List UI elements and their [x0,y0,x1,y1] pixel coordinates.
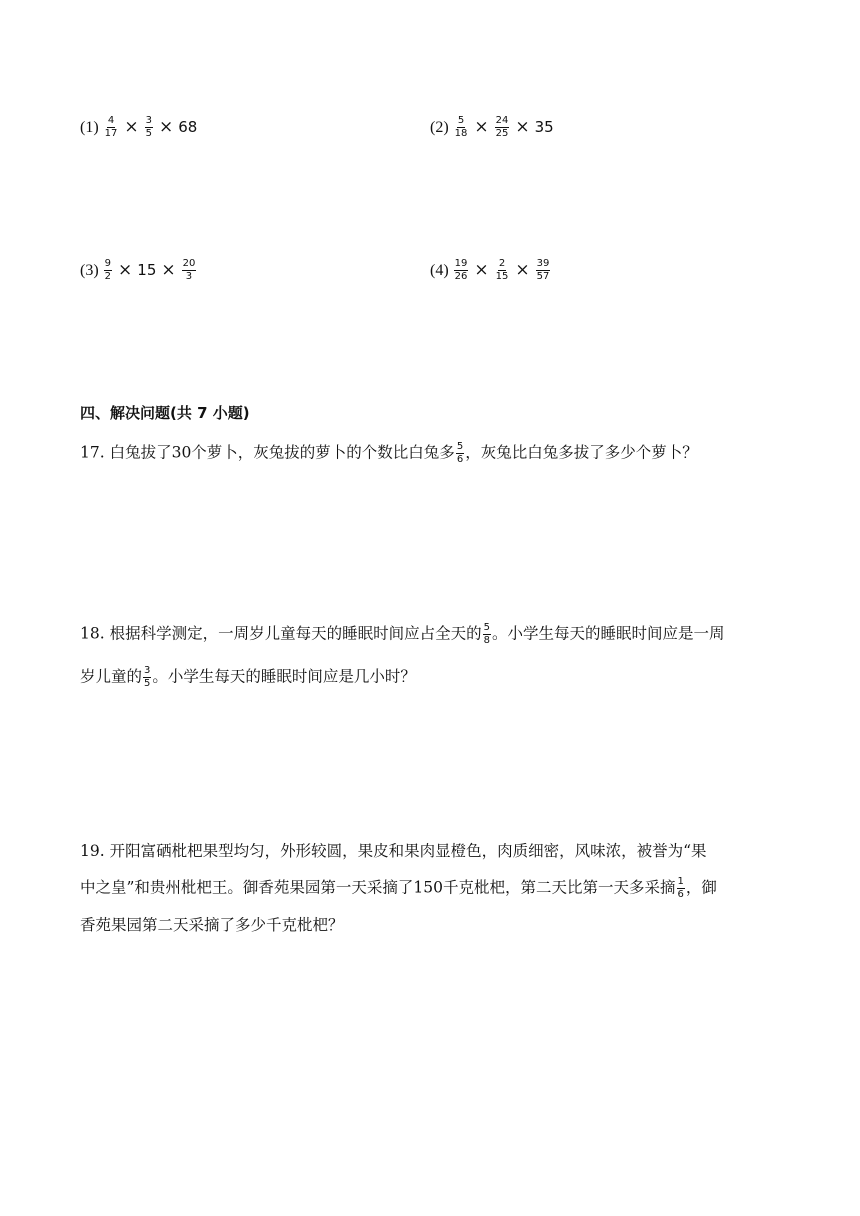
fraction [104,116,119,139]
question-19-text-b: ，御 [685,878,717,897]
fraction [145,116,153,139]
fraction-numerator: 4 [107,115,115,126]
multiply-sign: × [118,260,133,280]
fraction [677,877,685,900]
fraction [456,442,464,465]
fraction-numerator: 39 [536,258,550,269]
multiply-sign: × [161,260,176,280]
fraction-numerator: 1 [677,876,684,887]
fraction [454,259,469,282]
calc-label: (2) [430,118,449,136]
fraction-denominator: 26 [454,271,468,282]
fraction-denominator: 25 [495,128,509,139]
calc-item-2 [430,116,554,139]
multiply-sign: × [515,117,530,137]
fraction-numerator: 20 [182,258,196,269]
question-19-line-2 [80,877,717,900]
question-19-text-a: 中之皇”和贵州枇杷王。御香苑果园第一天采摘了150千克枇杷，第二天比第一天多采摘 [80,878,676,897]
fraction [495,116,510,139]
fraction-numerator: 2 [498,258,506,269]
question-17 [80,442,698,465]
multiply-sign: × [474,117,489,137]
fraction [104,259,112,282]
multiply-sign: × [159,117,174,137]
fraction [536,259,551,282]
fraction-denominator: 57 [536,271,550,282]
question-18-text-a: 18. 根据科学测定，一周岁儿童每天的睡眠时间应占全天的 [80,624,482,643]
fraction-numerator: 3 [144,665,151,676]
fraction-numerator: 19 [454,258,468,269]
number: 15 [137,261,157,279]
multiply-sign: × [474,260,489,280]
fraction-denominator: 18 [454,128,468,139]
fraction-denominator: 5 [145,128,153,139]
question-17-text-a: 17. 白兔拔了30个萝卜，灰兔拔的萝卜的个数比白兔多 [80,443,455,462]
fraction-numerator: 9 [104,258,112,269]
calc-label: (1) [80,118,99,136]
question-18-line-2 [80,666,416,689]
fraction-numerator: 3 [145,115,153,126]
fraction-numerator: 5 [457,115,465,126]
calc-label: (3) [80,261,99,279]
fraction-denominator: 15 [495,271,509,282]
fraction-denominator: 3 [185,271,193,282]
calc-label: (4) [430,261,449,279]
calc-item-3 [80,259,197,282]
question-18-text-c: 岁儿童的 [80,667,143,686]
question-19-line-3: 香苑果园第二天采摘了多少千克枇杷？ [80,916,344,934]
fraction [182,259,197,282]
question-17-text-b: ，灰兔比白兔多拔了多少个萝卜？ [465,443,698,462]
fraction-numerator: 5 [456,441,464,452]
fraction-denominator: 6 [677,889,684,900]
fraction-denominator: 17 [104,128,118,139]
number: 35 [534,118,554,136]
fraction-numerator: 24 [495,115,509,126]
section-title: 四、解决问题(共 7 小题) [80,404,250,422]
multiply-sign: × [124,117,139,137]
fraction [143,666,151,689]
question-18-text-b: 。小学生每天的睡眠时间应是一周 [491,624,725,643]
fraction [495,259,510,282]
number: 68 [178,118,198,136]
question-18-text-d: 。小学生每天的睡眠时间应是几小时？ [152,667,416,686]
fraction [454,116,469,139]
fraction-denominator: 6 [456,454,464,465]
question-19-line-1: 19. 开阳富硒枇杷果型均匀，外形较圆，果皮和果肉显橙色，肉质细密，风味浓，被誉为“果 [80,842,707,860]
calc-item-1 [80,116,197,139]
fraction-denominator: 2 [104,271,112,282]
question-18-line-1 [80,623,724,646]
calc-item-4 [430,259,551,282]
fraction-denominator: 8 [483,635,490,646]
fraction-denominator: 5 [144,678,151,689]
multiply-sign: × [515,260,530,280]
fraction-numerator: 5 [483,622,490,633]
fraction [483,623,491,646]
